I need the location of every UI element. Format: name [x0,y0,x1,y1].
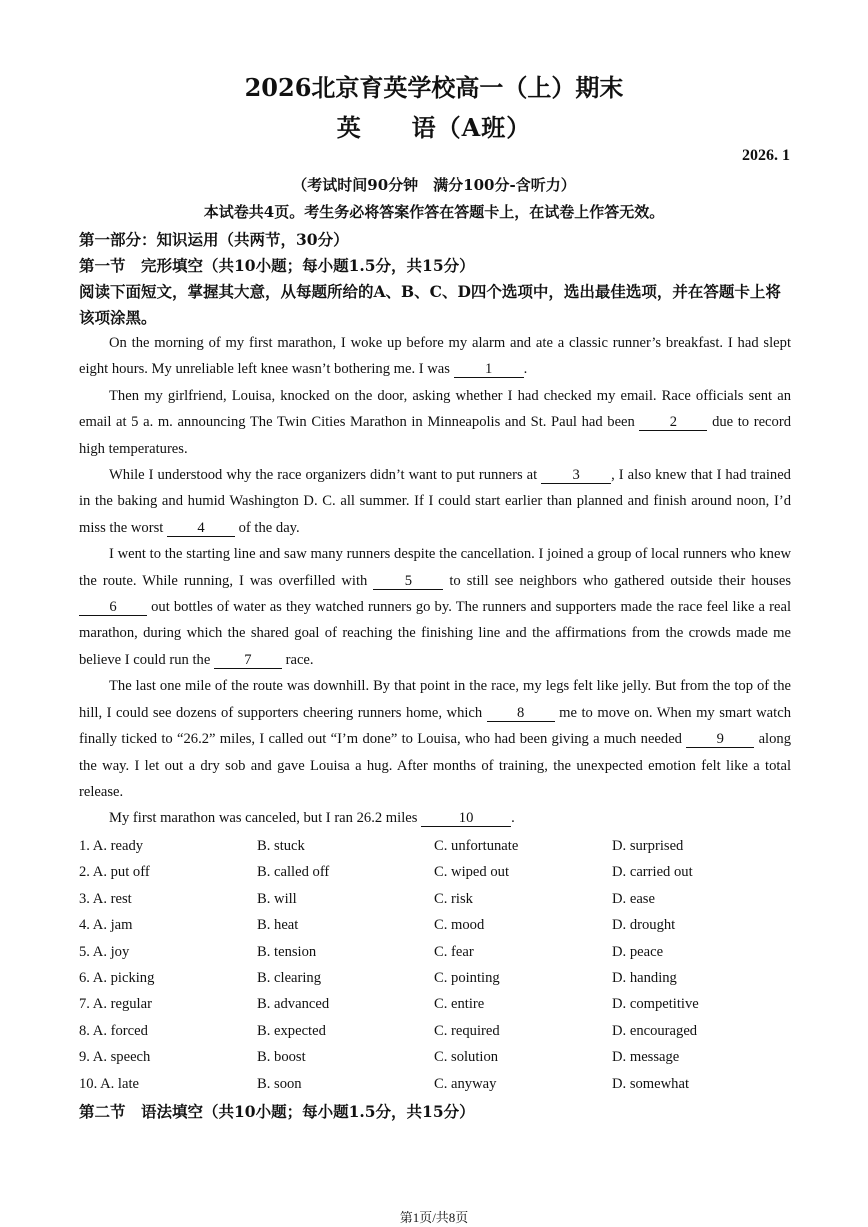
option-a: 2. A. put off [79,864,150,881]
passage-text: My first marathon was canceled, but I ran 26.2 miles [109,810,422,827]
option-a: 10. A. late [79,1075,139,1092]
passage-text: along the way. I let out a dry sob and gave Louisa a hug. After months of training, the unexpected emotion felt like a total release. [79,731,792,800]
option-b: B. clearing [257,969,322,986]
option-c: C. pointing [434,969,500,986]
option-b: B. stuck [257,838,305,854]
option-d: D. ease [612,890,655,907]
option-a: 3. A. rest [79,890,132,907]
option-row [79,965,791,991]
passage-text: . [511,810,515,827]
option-a: 4. A. jam [79,917,133,934]
passage-text: out bottles of water as they watched runners go by. The runners and supporters made the race feel like a real marathon, during which the shared goal of reaching the finishing line and the affirmations from the crowds made me believe I could run the [79,599,791,668]
blank-2: 2 [639,414,707,431]
blank-3: 3 [541,467,611,484]
passage-text: due to record high temperatures. [79,414,791,457]
option-c: C. required [434,1022,500,1039]
passage-paragraph [79,462,791,541]
section2-heading: 第二节 语法填空（共10小题；每小题1.5分，共15分） [79,1102,475,1121]
exam-subtitle: 英 语（A班） [336,113,532,142]
part1-heading: 第一部分：知识运用（共两节，30分） [79,230,349,249]
section1-heading: 第一节 完形填空（共10小题；每小题1.5分，共15分） [79,256,475,275]
exam-date: 2026. 1 [742,147,790,164]
option-b: B. called off [257,864,330,881]
passage-text: of the day. [234,519,300,536]
option-b: B. boost [257,1049,306,1066]
option-c: C. solution [434,1049,499,1066]
passage-text: While I understood why the race organizers didn’t want to put runners at [109,467,542,484]
option-a: 9. A. speech [79,1049,151,1066]
exam-notice: 本试卷共4页。考生务必将答案作答在答题卡上，在试卷上作答无效。 [203,203,665,221]
option-d: D. carried out [612,864,693,881]
blank-7: 7 [214,652,282,669]
option-d: D. surprised [612,838,684,854]
passage-text: , I also knew that I had trained in the baking and humid Washington D. C. all summer. If I could start earlier than planned and finish around noon, I’d miss the worst [79,467,791,536]
option-d: D. drought [612,917,676,934]
option-b: B. advanced [257,996,330,1013]
exam-title: 2026北京育英学校高一（上）期末 [244,73,624,102]
option-row [79,833,791,859]
passage-text: me to move on. When my smart watch finally ticked to “26.2” miles, I called out “I’m done” to Louisa, who had been giving a much needed [79,704,791,748]
option-a: 1. A. ready [79,838,144,854]
option-a: 8. A. forced [79,1022,148,1039]
blank-8: 8 [487,705,555,722]
option-row [79,1071,791,1097]
passage-paragraph [79,805,791,831]
option-b: B. soon [257,1075,302,1092]
passage-paragraph [79,673,791,805]
option-a: 7. A. regular [79,996,152,1013]
option-a: 5. A. joy [79,943,130,960]
blank-4: 4 [167,520,235,537]
option-d: D. competitive [612,996,699,1013]
blank-6: 6 [79,599,147,616]
option-c: C. mood [434,917,485,934]
blank-9: 9 [686,731,754,748]
option-c: C. risk [434,890,473,907]
passage-paragraph [79,330,791,383]
option-row [79,991,791,1017]
option-row [79,886,791,912]
option-row [79,939,791,965]
option-row [79,1018,791,1044]
passage-text: to still see neighbors who gathered outside their houses [443,572,791,589]
option-d: D. message [612,1049,680,1066]
option-c: C. fear [434,943,474,960]
option-b: B. heat [257,917,299,934]
passage-text: The last one mile of the route was downhill. By that point in the race, my legs felt like jelly. But from the top of the hill, I could see dozens of supporters cheering runners home, which [79,678,791,721]
blank-10: 10 [421,810,511,827]
option-c: C. wiped out [434,864,509,881]
option-c: C. anyway [434,1075,497,1092]
option-a: 6. A. picking [79,969,155,986]
passage-text: . [523,361,528,378]
passage-paragraph [79,541,791,673]
answer-options [79,833,791,1097]
option-row [79,859,791,885]
passage-text: On the morning of my first marathon, I woke up before my alarm and ate a classic runner’s breakfast. I had slept eight hours. My unreliable left knee wasn’t bothering me. I was [79,335,791,378]
passage-text: I went to the starting line and saw many runners despite the cancellation. I joined a group of local runners who knew the route. While running, I was overfilled with [79,546,791,589]
passage-paragraph [79,383,791,462]
cloze-directions: 阅读下面短文，掌握其大意，从每题所给的A、B、C、D四个选项中，选出最佳选项，并在答题卡上将该项涂黑。 [79,282,781,327]
option-b: B. will [257,890,297,907]
page-number: 第1页/共8页 [399,1210,469,1225]
cloze-passage [79,330,791,832]
option-d: D. somewhat [612,1075,690,1092]
option-d: D. handing [612,969,677,986]
option-d: D. encouraged [612,1022,698,1039]
blank-5: 5 [373,573,443,590]
blank-1: 1 [454,361,524,378]
passage-text: race. [281,651,314,668]
exam-info: （考试时间90分钟 满分100分-含听力） [292,176,576,194]
option-b: B. expected [257,1022,326,1039]
passage-text: Then my girlfriend, Louisa, knocked on the door, asking whether I had checked my email. Race officials sent an email at 5 a. m. announcing The Twin Cities Marathon in Minneapolis and St. Paul had been [79,387,791,431]
option-row [79,1044,791,1070]
option-b: B. tension [257,943,317,960]
option-row [79,912,791,938]
option-c: C. unfortunate [434,838,519,854]
option-c: C. entire [434,996,485,1013]
option-d: D. peace [612,943,664,960]
